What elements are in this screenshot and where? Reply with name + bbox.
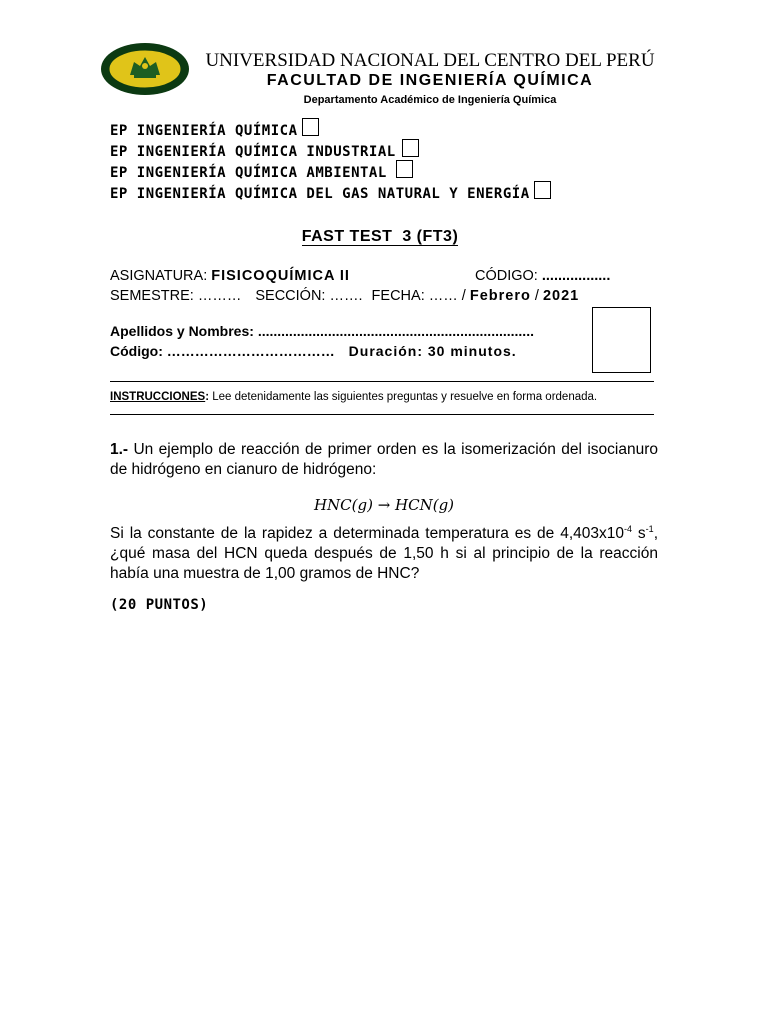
- subject-line: [110, 268, 350, 284]
- reaction-equation: HNC(g) → HCN(g): [313, 496, 455, 514]
- program-label: EP INGENIERÍA QUÍMICA AMBIENTAL: [110, 165, 387, 181]
- question-intro: [110, 440, 658, 480]
- divider-top: [110, 381, 654, 382]
- photo-box: [592, 307, 651, 373]
- program-checkbox[interactable]: [402, 139, 419, 157]
- program-item: [110, 139, 670, 160]
- asignatura-value: FISICOQUÍMICA II: [211, 268, 350, 284]
- program-label: EP INGENIERÍA QUÍMICA DEL GAS NATURAL Y ENERGÍA: [110, 186, 530, 202]
- fecha-label: FECHA:: [371, 288, 425, 304]
- codigo2-value[interactable]: ………………………………: [166, 343, 335, 359]
- seccion-label: SECCIÓN:: [255, 288, 326, 304]
- program-label: EP INGENIERÍA QUÍMICA: [110, 123, 298, 139]
- divider-bottom: [110, 414, 654, 415]
- duration: Duración: 30 minutos.: [348, 343, 517, 359]
- program-item: [110, 181, 670, 202]
- fecha-year: 2021: [542, 288, 580, 304]
- program-item: [110, 160, 670, 181]
- exponent-1: -4: [623, 523, 632, 534]
- fecha-month: Febrero: [469, 288, 531, 304]
- program-checkbox[interactable]: [396, 160, 413, 178]
- semestre-value[interactable]: ………: [197, 288, 242, 304]
- question-body-1: Si la constante de la rapidez a determinada temperatura es de 4,403x10: [110, 525, 624, 542]
- department-title: Departamento Académico de Ingeniería Química: [303, 94, 557, 106]
- apellidos-label: Apellidos y Nombres:: [110, 323, 254, 339]
- semestre-label: SEMESTRE:: [110, 288, 194, 304]
- question-intro-text: Un ejemplo de reacción de primer orden es la isomerización del isocianuro de hidrógeno en cianuro de hidrógeno:: [110, 441, 658, 478]
- program-list: [110, 118, 670, 202]
- codigo-value[interactable]: .................: [541, 268, 611, 284]
- question-number: 1.-: [110, 441, 129, 458]
- question-body-3: , ¿qué masa del HCN queda después de 1,50 h si al principio de la reacción había una muestra de 1,00 gramos de HNC?: [110, 525, 658, 582]
- fecha-value[interactable]: …… /: [428, 288, 466, 304]
- question-body-2: s: [637, 525, 646, 542]
- program-item: [110, 118, 670, 139]
- question-body: [110, 524, 658, 584]
- university-seal-icon: [100, 42, 190, 96]
- fecha-sep: /: [534, 288, 539, 304]
- code-line: [475, 268, 610, 284]
- university-title: UNIVERSIDAD NACIONAL DEL CENTRO DEL PERÚ: [205, 50, 655, 71]
- instructions: [110, 391, 597, 403]
- name-line: [110, 323, 534, 339]
- test-title-text: FAST TEST 3 (FT3): [301, 228, 459, 245]
- codigo-label: CÓDIGO:: [475, 268, 538, 284]
- question-points: (20 PUNTOS): [110, 597, 209, 613]
- codigo2-label: Código:: [110, 343, 163, 359]
- semester-line: [110, 288, 579, 304]
- seccion-value[interactable]: …….: [329, 288, 363, 304]
- apellidos-value[interactable]: .......................................................................: [257, 323, 534, 339]
- exponent-2: -1: [645, 523, 654, 534]
- program-checkbox[interactable]: [534, 181, 551, 199]
- student-code-line: [110, 343, 517, 359]
- program-label: EP INGENIERÍA QUÍMICA INDUSTRIAL: [110, 144, 396, 160]
- program-checkbox[interactable]: [302, 118, 319, 136]
- instructions-text: Lee detenidamente las siguientes preguntas y resuelve en forma ordenada.: [209, 391, 598, 403]
- asignatura-label: ASIGNATURA:: [110, 268, 208, 284]
- test-title: [110, 228, 650, 246]
- instructions-label: INSTRUCCIONES: [110, 391, 206, 403]
- faculty-title: FACULTAD DE INGENIERÍA QUÍMICA: [266, 72, 594, 89]
- instructions-colon: :: [205, 391, 210, 403]
